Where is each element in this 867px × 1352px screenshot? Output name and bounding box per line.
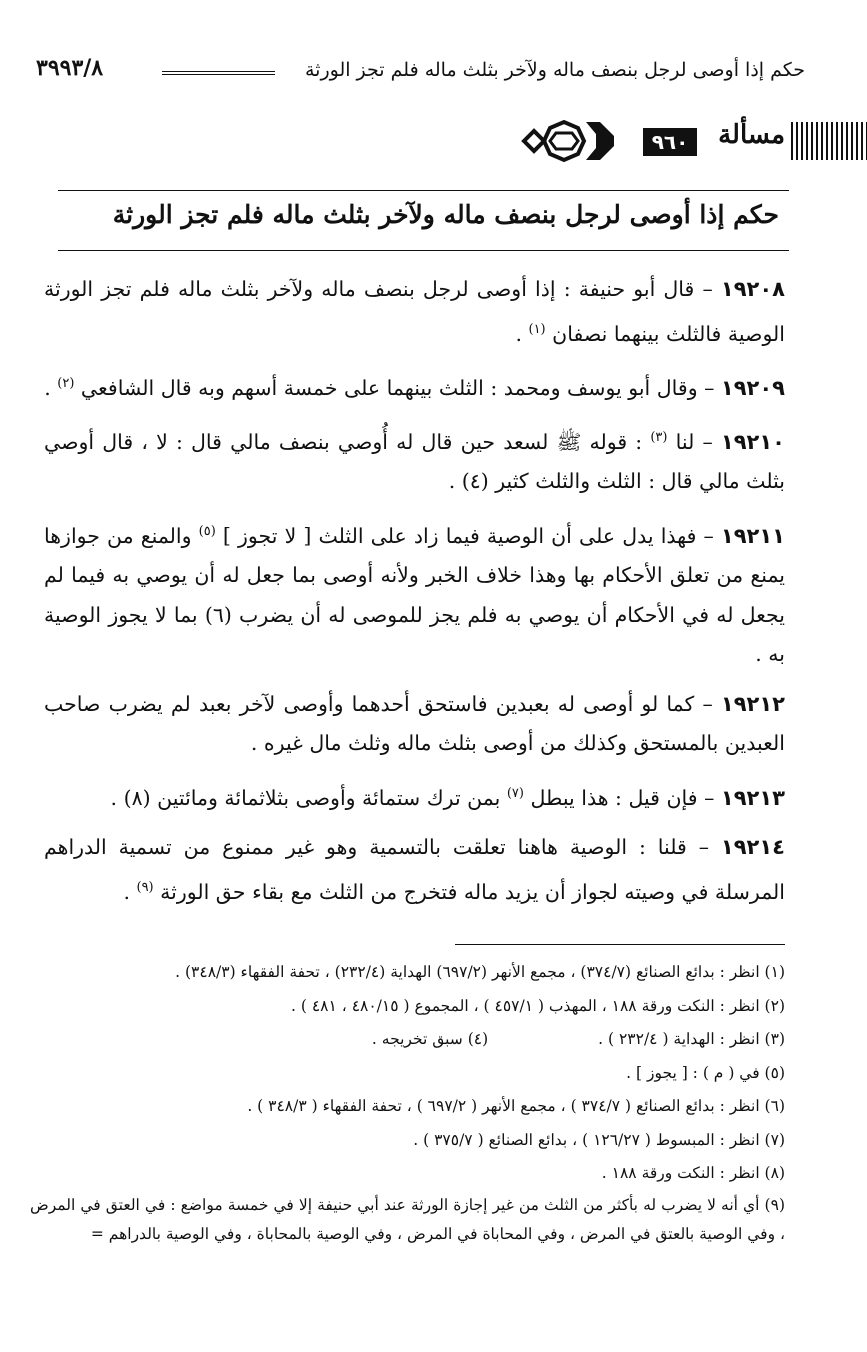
paragraph-tail: والمنع من جوازها يمنع من تعلق الأحكام بها وهذا خلاف الخبر ولأنه أوصى بما جعل له أن يوصي به فيما لم يجعل له في الأحكام أن يوصي به فلم يجز للموصى له أن يضرب (٦) بما لا يجوز الوصية به . — [44, 523, 785, 667]
footnote-7: (٧) انظر : المبسوط ( ١٢٦/٢٧ ) ، بدائع الصنائع ( ٣٧٥/٧ ) . — [413, 1130, 785, 1149]
paragraph — [44, 774, 785, 818]
page-reference: ٣٩٩٣/٨ — [36, 55, 104, 81]
running-header — [36, 55, 805, 91]
issue-banner — [520, 118, 867, 164]
paragraph — [44, 685, 785, 764]
title-rule-top — [58, 190, 789, 191]
barcode-ornament — [791, 122, 867, 160]
footnote-5: (٥) في ( م ) : [ يجوز ] . — [626, 1063, 785, 1082]
paragraph-tail: . — [515, 321, 529, 346]
chapter-title: حكم إذا أوصى لرجل بنصف ماله ولآخر بثلث ماله فلم تجز الورثة — [112, 200, 779, 229]
paragraph-number: ١٩٢١٣ — [720, 785, 785, 810]
paragraph — [44, 270, 785, 354]
issue-number: ٩٦٠ — [643, 128, 697, 156]
paragraph-number: ١٩٢٠٩ — [720, 375, 785, 400]
footnotes — [30, 956, 785, 1249]
footnote-ref: (٢) — [57, 375, 75, 391]
footnote-6: (٦) انظر : بدائع الصنائع ( ٣٧٤/٧ ) ، مجمع الأنهر ( ٦٩٧/٢ ) ، تحفة الفقهاء ( ٣٤٨/٣ ) . — [247, 1097, 785, 1115]
issue-label: مسألة — [718, 120, 785, 150]
footnote-2: (٢) انظر : النكت ورقة ١٨٨ ، المهذب ( ٤٥٧/١ ) ، المجموع ( ٤٨٠/١٥ ، ٤٨١ ) . — [291, 996, 785, 1015]
running-title: حكم إذا أوصى لرجل بنصف ماله ولآخر بثلث ماله فلم تجز الورثة — [304, 59, 805, 81]
paragraph-text: – قال أبو حنيفة : إذا أوصى لرجل بنصف ماله ولآخر بثلث ماله فلم تجز الورثة الوصية فالثلث بينهما نصفان — [44, 277, 785, 346]
paragraph — [44, 364, 785, 408]
footnote-row — [30, 1023, 785, 1057]
footnote-ref: (٣) — [650, 430, 668, 446]
paragraph-text: – كما لو أوصى له بعبدين فاستحق أحدهما وأوصى لآخر بعبد لم يضرب صاحب العبدين بالمستحق وكذلك من أوصى بثلث ماله وثلث مال غيره . — [44, 691, 785, 756]
paragraph — [44, 828, 785, 912]
footnote-ref: (٩) — [136, 879, 154, 895]
footnote-9: (٩) أي أنه لا يضرب له بأكثر من الثلث من غير إجازة الورثة عند أبي حنيفة إلا في خمسة مواضع : في العتق في المرض ، وفي الوصية بالعتق في المرض ، وفي المحاباة في المرض ، وفي الوصية بالمحاباة ، وفي الوصية بالدراهم = — [30, 1195, 785, 1243]
footnote-1: (١) انظر : بدائع الصنائع (٣٧٤/٧) ، مجمع الأنهر (٦٩٧/٢) الهداية (٢٣٢/٤) ، تحفة الفقهاء (٣٤٨/٣) . — [175, 963, 785, 981]
paragraph-tail: : قوله ﷺ لسعد حين قال له أُوصي بنصف مالي قال : لا ، قال أوصي بثلث مالي قال : الثلث والثلث كثير (٤) . — [44, 429, 785, 494]
paragraph-number: ١٩٢١٠ — [720, 429, 785, 454]
paragraph-text: – لنا — [675, 429, 713, 454]
footnote-ref: (٥) — [198, 523, 216, 539]
paragraph-text: – فهذا يدل على أن الوصية فيما زاد على الثلث [ لا تجوز ] — [222, 523, 714, 548]
geometric-ornament-icon — [520, 118, 620, 164]
paragraph-text: – فإن قيل : هذا يبطل — [530, 785, 715, 810]
paragraph-number: ١٩٢١٢ — [720, 691, 785, 716]
paragraph — [44, 418, 785, 502]
paragraph-tail: . — [123, 879, 137, 904]
footnote-8: (٨) انظر : النكت ورقة ١٨٨ . — [601, 1164, 785, 1182]
paragraph-tail: . — [44, 375, 58, 400]
footnote-ref: (٧) — [506, 785, 524, 801]
paragraph-number: ١٩٢٠٨ — [720, 277, 785, 301]
paragraph-text: – وقال أبو يوسف ومحمد : الثلث بينهما على خمسة أسهم وبه قال الشافعي — [80, 375, 715, 400]
paragraph — [44, 512, 785, 675]
body-text — [44, 270, 785, 922]
header-rule — [162, 71, 275, 75]
footnote-3: (٣) انظر : الهداية ( ٢٣٢/٤ ) . — [598, 1030, 785, 1048]
footnote-4: (٤) سبق تخريجه . — [371, 1030, 489, 1048]
footnote-ref: (١) — [528, 321, 546, 337]
footnote-rule — [455, 944, 785, 945]
title-rule-bottom — [58, 250, 789, 251]
paragraph-text: – قلنا : الوصية هاهنا تعلقت بالتسمية وهو غير ممنوع من تسمية الدراهم المرسلة في وصيته لجواز أن يزيد ماله فتخرج من الثلث مع بقاء حق الورثة — [44, 835, 785, 904]
paragraph-number: ١٩٢١١ — [720, 523, 785, 548]
paragraph-number: ١٩٢١٤ — [720, 835, 785, 860]
paragraph-tail: بمن ترك ستمائة وأوصى بثلاثمائة ومائتين (٨) . — [110, 785, 507, 810]
